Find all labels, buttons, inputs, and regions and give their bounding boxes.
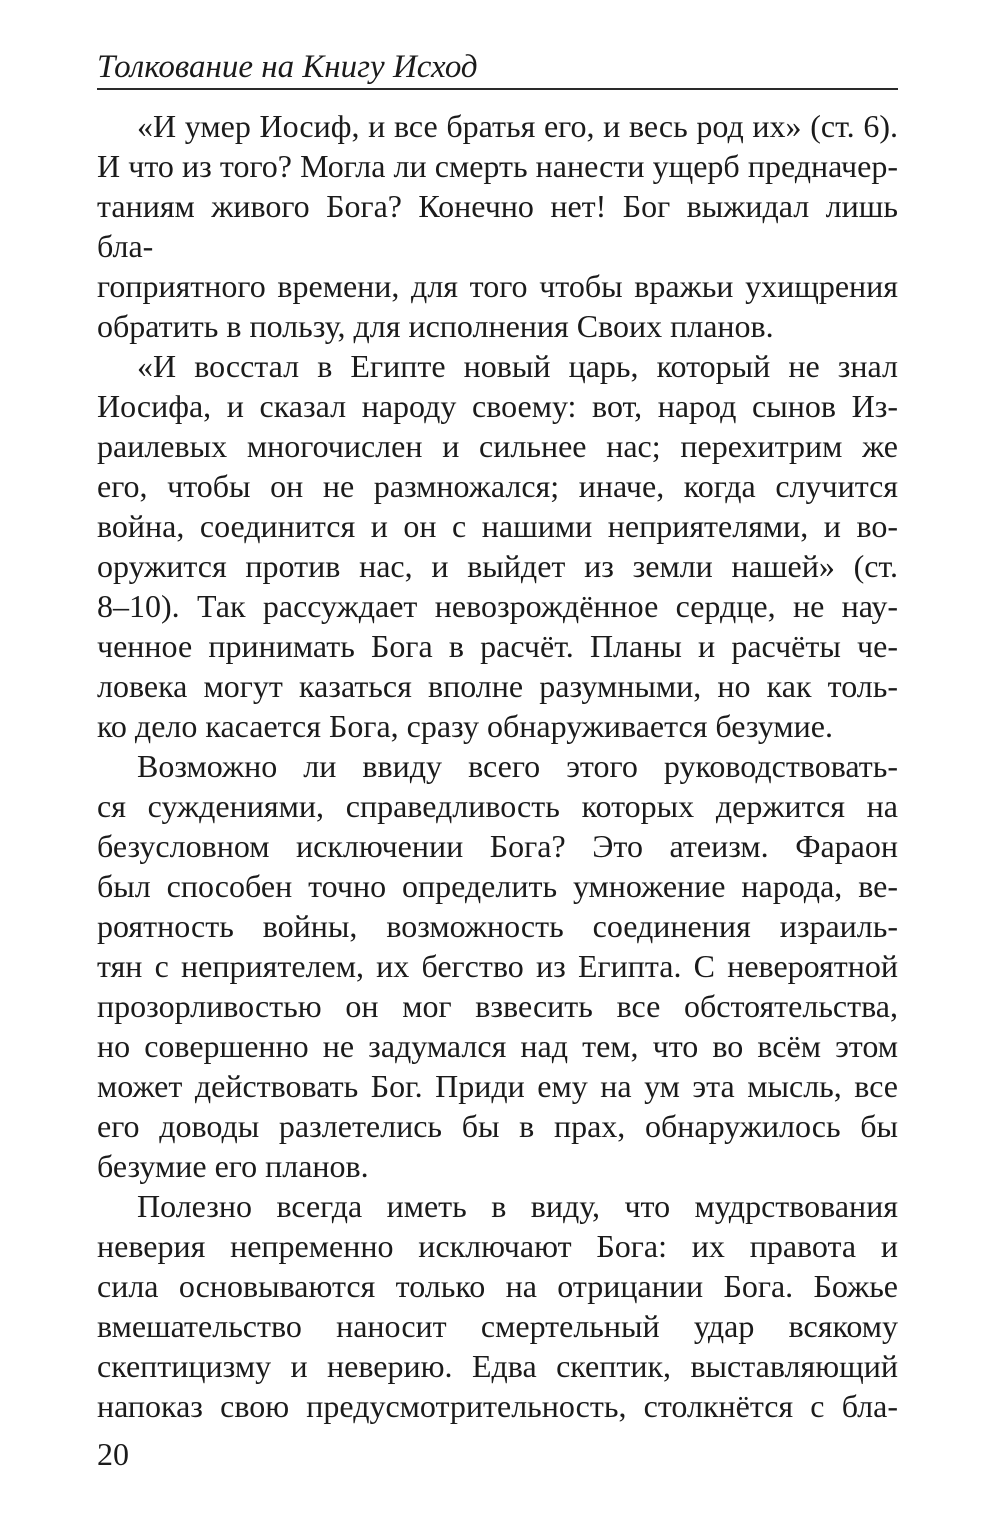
header-rule [97,88,898,90]
text-line: скептицизму и неверию. Едва скептик, выставляющий [97,1348,898,1384]
text-line: прозорливостью он мог взвесить все обстоятельства, [97,988,898,1024]
text-line: его, чтобы он не размножался; иначе, когда случится [97,468,898,504]
text-line: Возможно ли ввиду всего этого руководствовать- [137,748,898,784]
text-line: ся суждениями, справедливость которых держится на [97,788,898,824]
text-line: «И восстал в Египте новый царь, который не знал [137,348,898,384]
text-line: был способен точно определить умножение народа, ве- [97,868,898,904]
text-line: роятность войны, возможность соединения израиль- [97,908,898,944]
paragraph [97,346,898,746]
text-line: война, соединится и он с нашими неприятелями, и во- [97,508,898,544]
text-line: Полезно всегда иметь в виду, что мудрствования [137,1188,898,1224]
page-number: 20 [97,1436,129,1472]
text-line: его доводы разлетелись бы в прах, обнаружилось бы [97,1108,898,1144]
running-header [97,48,898,90]
text-line: безусловном исключении Бога? Это атеизм. Фараон [97,828,898,864]
text-line: безумие его планов. [97,1148,369,1184]
running-header-title: Толкование на Книгу Исход [97,49,478,85]
text-line: ловека могут казаться вполне разумными, но как толь- [97,668,898,704]
paragraph [97,746,898,1186]
text-line: ченное принимать Бога в расчёт. Планы и расчёты че- [97,628,898,664]
text-line: сила основываются только на отрицании Бога. Божье [97,1268,898,1304]
text-line: Иосифа, и сказал народу своему: вот, народ сынов Из- [97,388,898,424]
page-footer [97,1436,129,1472]
text-line: гоприятного времени, для того чтобы вражьи ухищрения [97,268,898,304]
text-line: «И умер Иосиф, и все братья его, и весь род их» (ст. 6). [137,108,898,144]
text-line: напоказ свою предусмотрительность, столкнётся с бла- [97,1388,898,1424]
text-line: ко дело касается Бога, сразу обнаруживается безумие. [97,708,833,744]
text-line: вмешательство наносит смертельный удар всякому [97,1308,898,1344]
body-text [97,106,898,1426]
text-line: тян с неприятелем, их бегство из Египта. С невероятной [97,948,898,984]
text-line: И что из того? Могла ли смерть нанести ущерб предначер- [97,148,898,184]
text-line: но совершенно не задумался над тем, что во всём этом [97,1028,898,1064]
text-line: может действовать Бог. Приди ему на ум эта мысль, все [97,1068,898,1104]
text-line: неверия непременно исключают Бога: их правота и [97,1228,898,1264]
paragraph [97,106,898,346]
text-line: 8–10). Так рассуждает невозрождённое сердце, не нау- [97,588,898,624]
text-line: раилевых многочислен и сильнее нас; перехитрим же [97,428,898,464]
paragraph [97,1186,898,1426]
text-line: оружится против нас, и выйдет из земли нашей» (ст. [97,548,898,584]
text-line: обратить в пользу, для исполнения Своих планов. [97,308,774,344]
text-line: таниям живого Бога? Конечно нет! Бог выжидал лишь бла- [97,188,898,264]
